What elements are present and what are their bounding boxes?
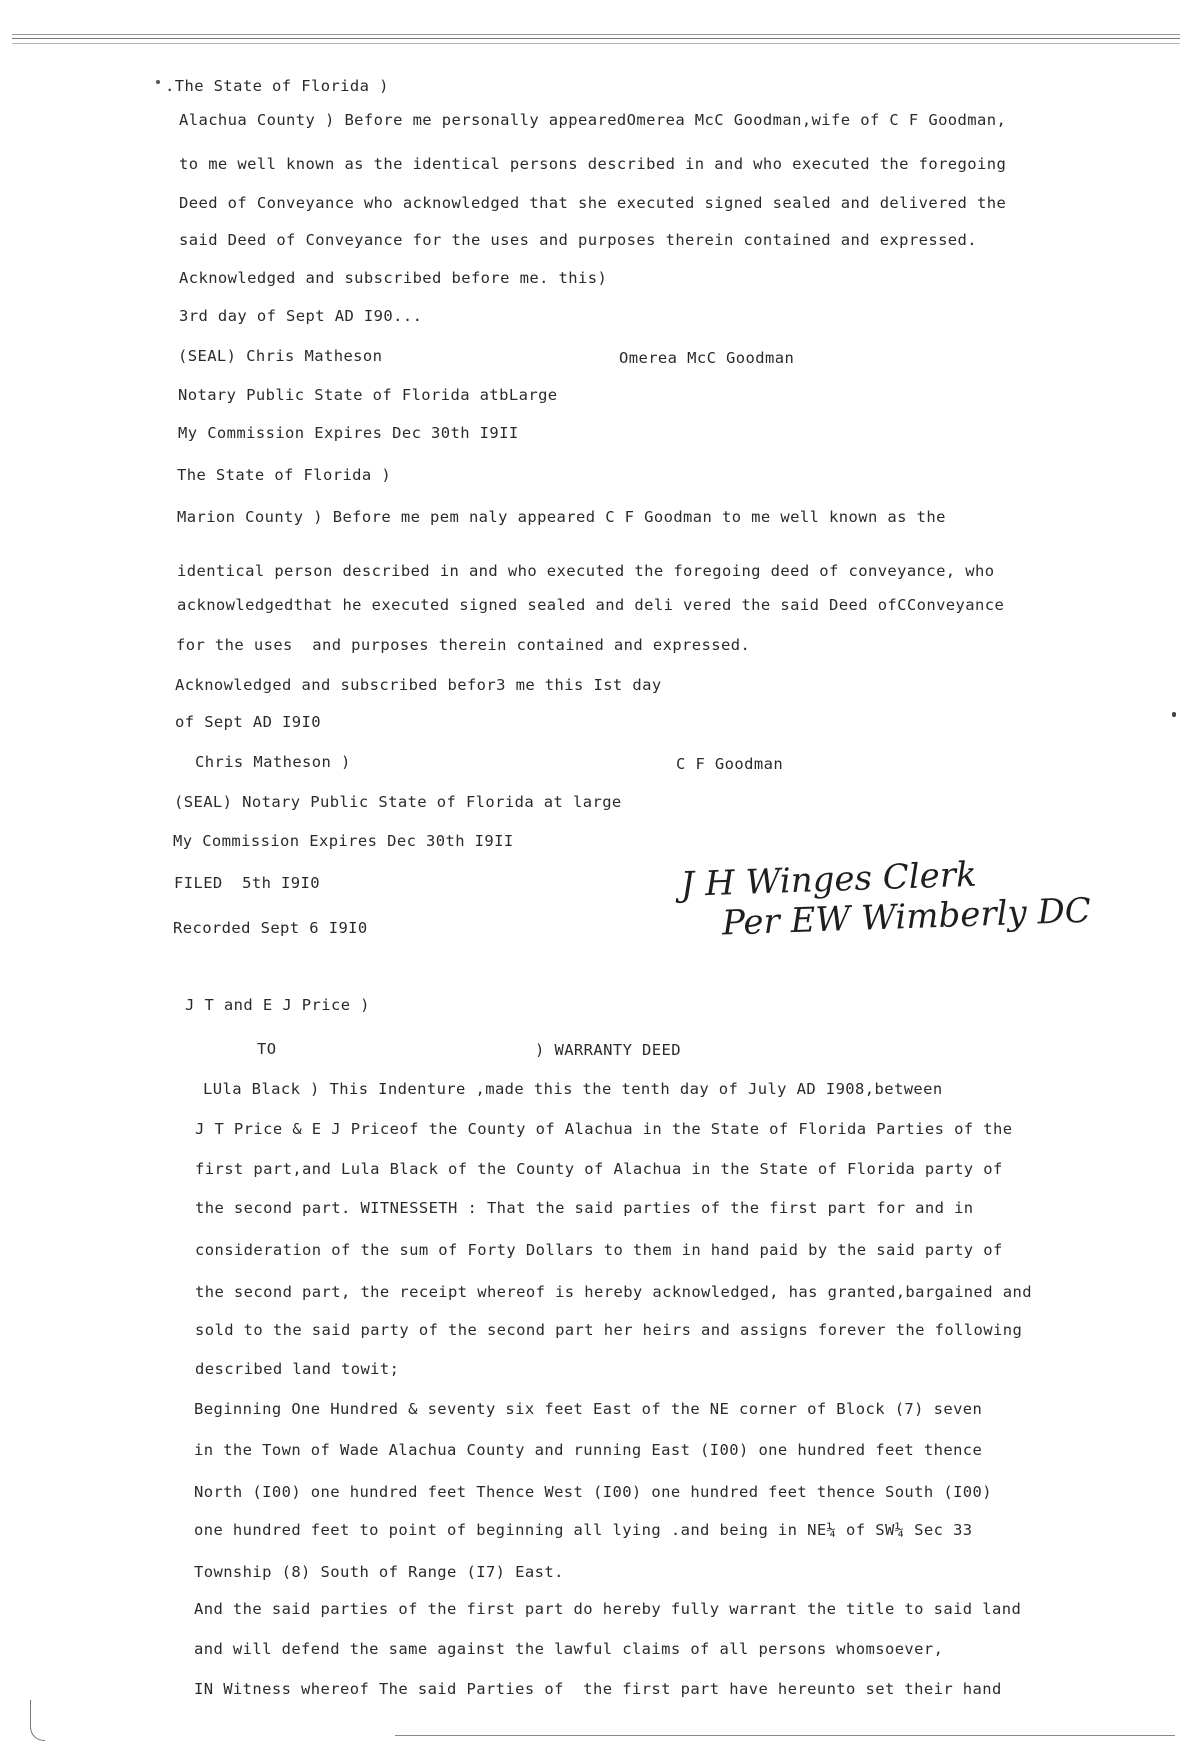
text-line: Beginning One Hundred & seventy six feet East of the NE corner of Block (7) seven: [194, 1400, 983, 1418]
text-line: Deed of Conveyance who acknowledged that she executed signed sealed and delivered the: [179, 194, 1007, 212]
text-line: to me well known as the identical persons described in and who executed the foregoing: [179, 155, 1007, 173]
text-line: Acknowledged and subscribed befor3 me this Ist day: [175, 676, 662, 694]
text-line: consideration of the sum of Forty Dollars to them in hand paid by the said party of: [195, 1241, 1003, 1259]
text-line: of Sept AD I9I0: [175, 713, 321, 731]
text-line: said Deed of Conveyance for the uses and purposes therein contained and expressed.: [179, 231, 978, 249]
text-line: The State of Florida ): [177, 466, 392, 484]
text-line: Acknowledged and subscribed before me. this): [179, 269, 608, 287]
text-line: Marion County ) Before me pem naly appeared C F Goodman to me well known as the: [177, 508, 946, 526]
text-line: sold to the said party of the second part her heirs and assigns forever the following: [195, 1321, 1023, 1339]
deed-type: ) WARRANTY DEED: [535, 1041, 681, 1059]
text-line: North (I00) one hundred feet Thence West (I00) one hundred feet thence South (I00): [194, 1483, 993, 1501]
text-line: .The State of Florida ): [165, 77, 389, 95]
bottom-rule: [395, 1735, 1175, 1736]
text-line: 3rd day of Sept AD I90...: [179, 307, 423, 325]
text-line: described land towit;: [195, 1360, 400, 1378]
text-line: Notary Public State of Florida atbLarge: [178, 386, 558, 404]
text-line: acknowledgedthat he executed signed sealed and deli vered the said Deed ofCConveyance: [177, 596, 1005, 614]
grantor-signature-name: C F Goodman: [676, 755, 784, 773]
filed-line: FILED 5th I9I0: [174, 874, 320, 892]
text-line: first part,and Lula Black of the County of Alachua in the State of Florida party of: [195, 1160, 1003, 1178]
text-line: Alachua County ) Before me personally appearedOmerea McC Goodman,wife of C F Goodman,: [179, 111, 1007, 129]
notary-name: (SEAL) Chris Matheson: [178, 347, 383, 365]
text-line: the second part, the receipt whereof is hereby acknowledged, has granted,bargained and: [195, 1283, 1032, 1301]
top-rule: [12, 43, 1180, 44]
text-line: the second part. WITNESSETH : That the said parties of the first part for and in: [195, 1199, 974, 1217]
text-line: identical person described in and who executed the foregoing deed of conveyance, who: [177, 562, 995, 580]
text-line: for the uses and purposes therein contained and expressed.: [176, 636, 751, 654]
signature-line: J H Winges Clerk: [680, 854, 978, 905]
text-line: one hundred feet to point of beginning all lying .and being in NE¼ of SW¼ Sec 33: [194, 1521, 973, 1539]
deed-parties: J T and E J Price ): [185, 996, 370, 1014]
text-line: IN Witness whereof The said Parties of the first part have hereunto set their hand: [194, 1680, 1002, 1698]
notary-name: Chris Matheson ): [195, 753, 351, 771]
recorded-line: Recorded Sept 6 I9I0: [173, 919, 368, 937]
text-line: And the said parties of the first part do hereby fully warrant the title to said land: [194, 1600, 1022, 1618]
text-line: Township (8) South of Range (I7) East.: [194, 1563, 564, 1581]
text-line: and will defend the same against the lawful claims of all persons whomsoever,: [194, 1640, 944, 1658]
text-line: LUla Black ) This Indenture ,made this the tenth day of July AD I908,between: [203, 1080, 943, 1098]
top-rule: [12, 34, 1180, 35]
page-corner: [30, 1700, 45, 1741]
clerk-signature: [680, 851, 1091, 945]
text-line: in the Town of Wade Alachua County and running East (I00) one hundred feet thence: [194, 1441, 983, 1459]
top-rule: [12, 38, 1180, 39]
text-line: J T Price & E J Priceof the County of Alachua in the State of Florida Parties of the: [195, 1120, 1013, 1138]
signature-line: Per EW Wimberly DC: [721, 890, 1092, 944]
margin-speck: [1172, 712, 1176, 717]
deed-to: TO: [257, 1040, 277, 1058]
text-line: My Commission Expires Dec 30th I9II: [178, 424, 519, 442]
text-line: My Commission Expires Dec 30th I9II: [173, 832, 514, 850]
text-line: (SEAL) Notary Public State of Florida at large: [174, 793, 622, 811]
grantor-signature-name: Omerea McC Goodman: [619, 349, 795, 367]
margin-dot: [156, 80, 160, 84]
